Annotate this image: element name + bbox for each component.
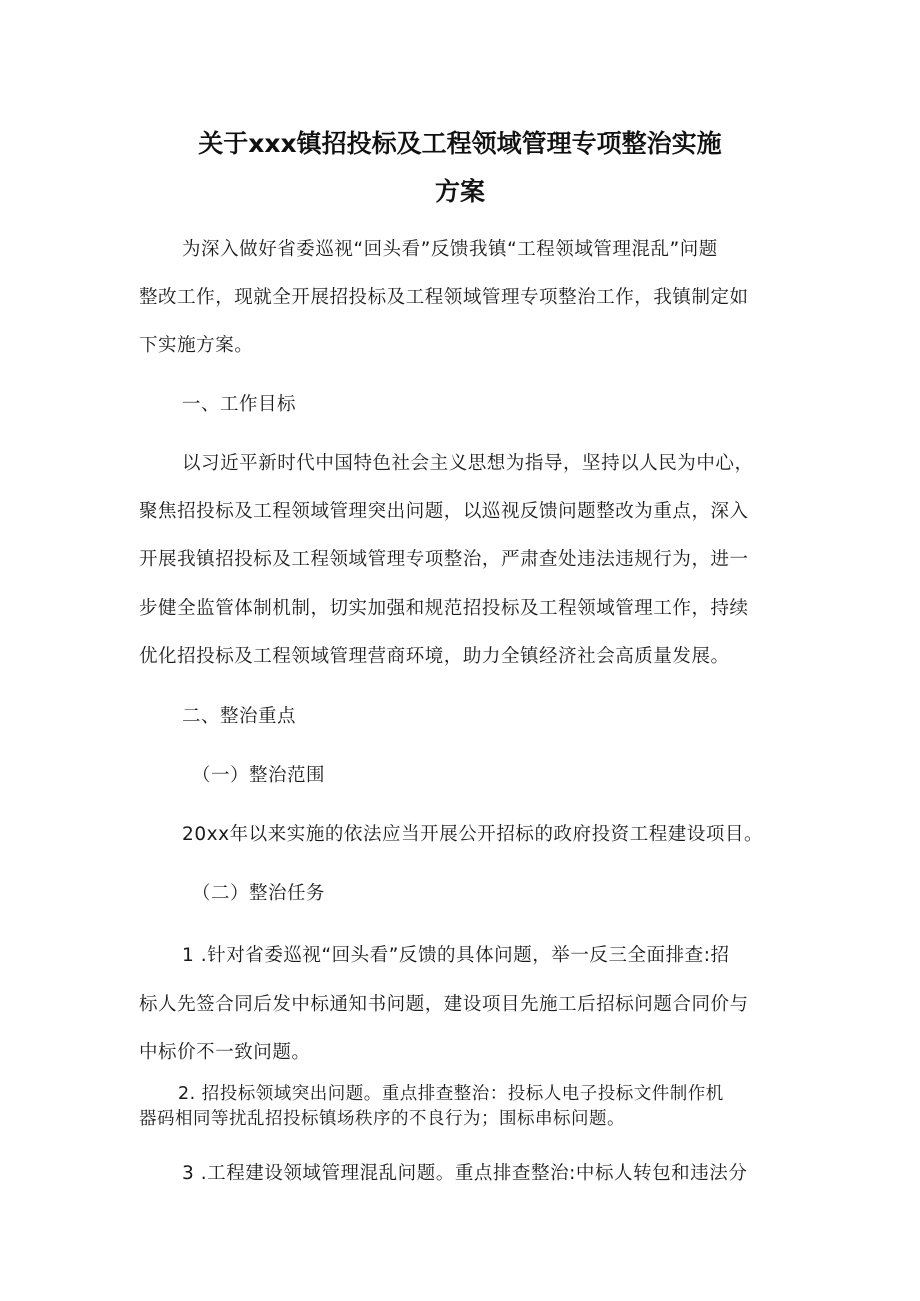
item-3-line-1: 3 .工程建设领域管理混乱问题。重点排查整治:中标人转包和违法分	[182, 1163, 748, 1184]
section-1-line-5: 优化招投标及工程领域管理营商环境，助力全镇经济社会高质量发展。	[139, 646, 730, 667]
item-1-line-3: 中标价不一致问题。	[139, 1042, 311, 1063]
document-title-line2: 方案	[434, 177, 485, 206]
section-2-heading: 二、整治重点	[182, 706, 297, 727]
item-2-line-2: 器码相同等扰乱招投标镇场秩序的不良行为；围标串标问题。	[139, 1109, 625, 1129]
item-1-line-1: 1 .针对省委巡视“回头看”反馈的具体问题，举一反三全面排查:招	[182, 945, 730, 966]
section-1-line-3: 开展我镇招投标及工程领域管理专项整治，严肃查处违法违规行为，进一	[139, 549, 749, 570]
subsection-2-heading: （二）整治任务	[192, 883, 326, 904]
intro-line-3: 下实施方案。	[139, 335, 254, 356]
section-1-line-2: 聚焦招投标及工程领域管理突出问题，以巡视反馈问题整改为重点，深入	[139, 501, 749, 522]
item-2-line-1: 2. 招投标领域突出问题。重点排查整治：投标人电子投标文件制作机	[178, 1084, 724, 1104]
subsection-1-heading: （一）整治范围	[192, 765, 326, 786]
section-1-line-4: 步健全监管体制机制，切实加强和规范招投标及工程领域管理工作，持续	[139, 598, 749, 619]
item-1-line-2: 标人先签合同后发中标通知书问题，建设项目先施工后招标问题合同价与	[139, 994, 749, 1015]
section-1-line-1: 以习近平新时代中国特色社会主义思想为指导，坚持以人民为中心，	[182, 453, 754, 474]
intro-line-1: 为深入做好省委巡视“回头看”反馈我镇“工程领域管理混乱”问题	[182, 239, 718, 260]
intro-line-2: 整改工作，现就全开展招投标及工程领域管理专项整治工作，我镇制定如	[139, 287, 749, 308]
subsection-1-body: 20xx年以来实施的依法应当开展公开招标的政府投资工程建设项目。	[182, 824, 764, 845]
section-1-heading: 一、工作目标	[182, 394, 297, 415]
document-title-line1: 关于xxx镇招投标及工程领域管理专项整治实施	[198, 129, 722, 158]
